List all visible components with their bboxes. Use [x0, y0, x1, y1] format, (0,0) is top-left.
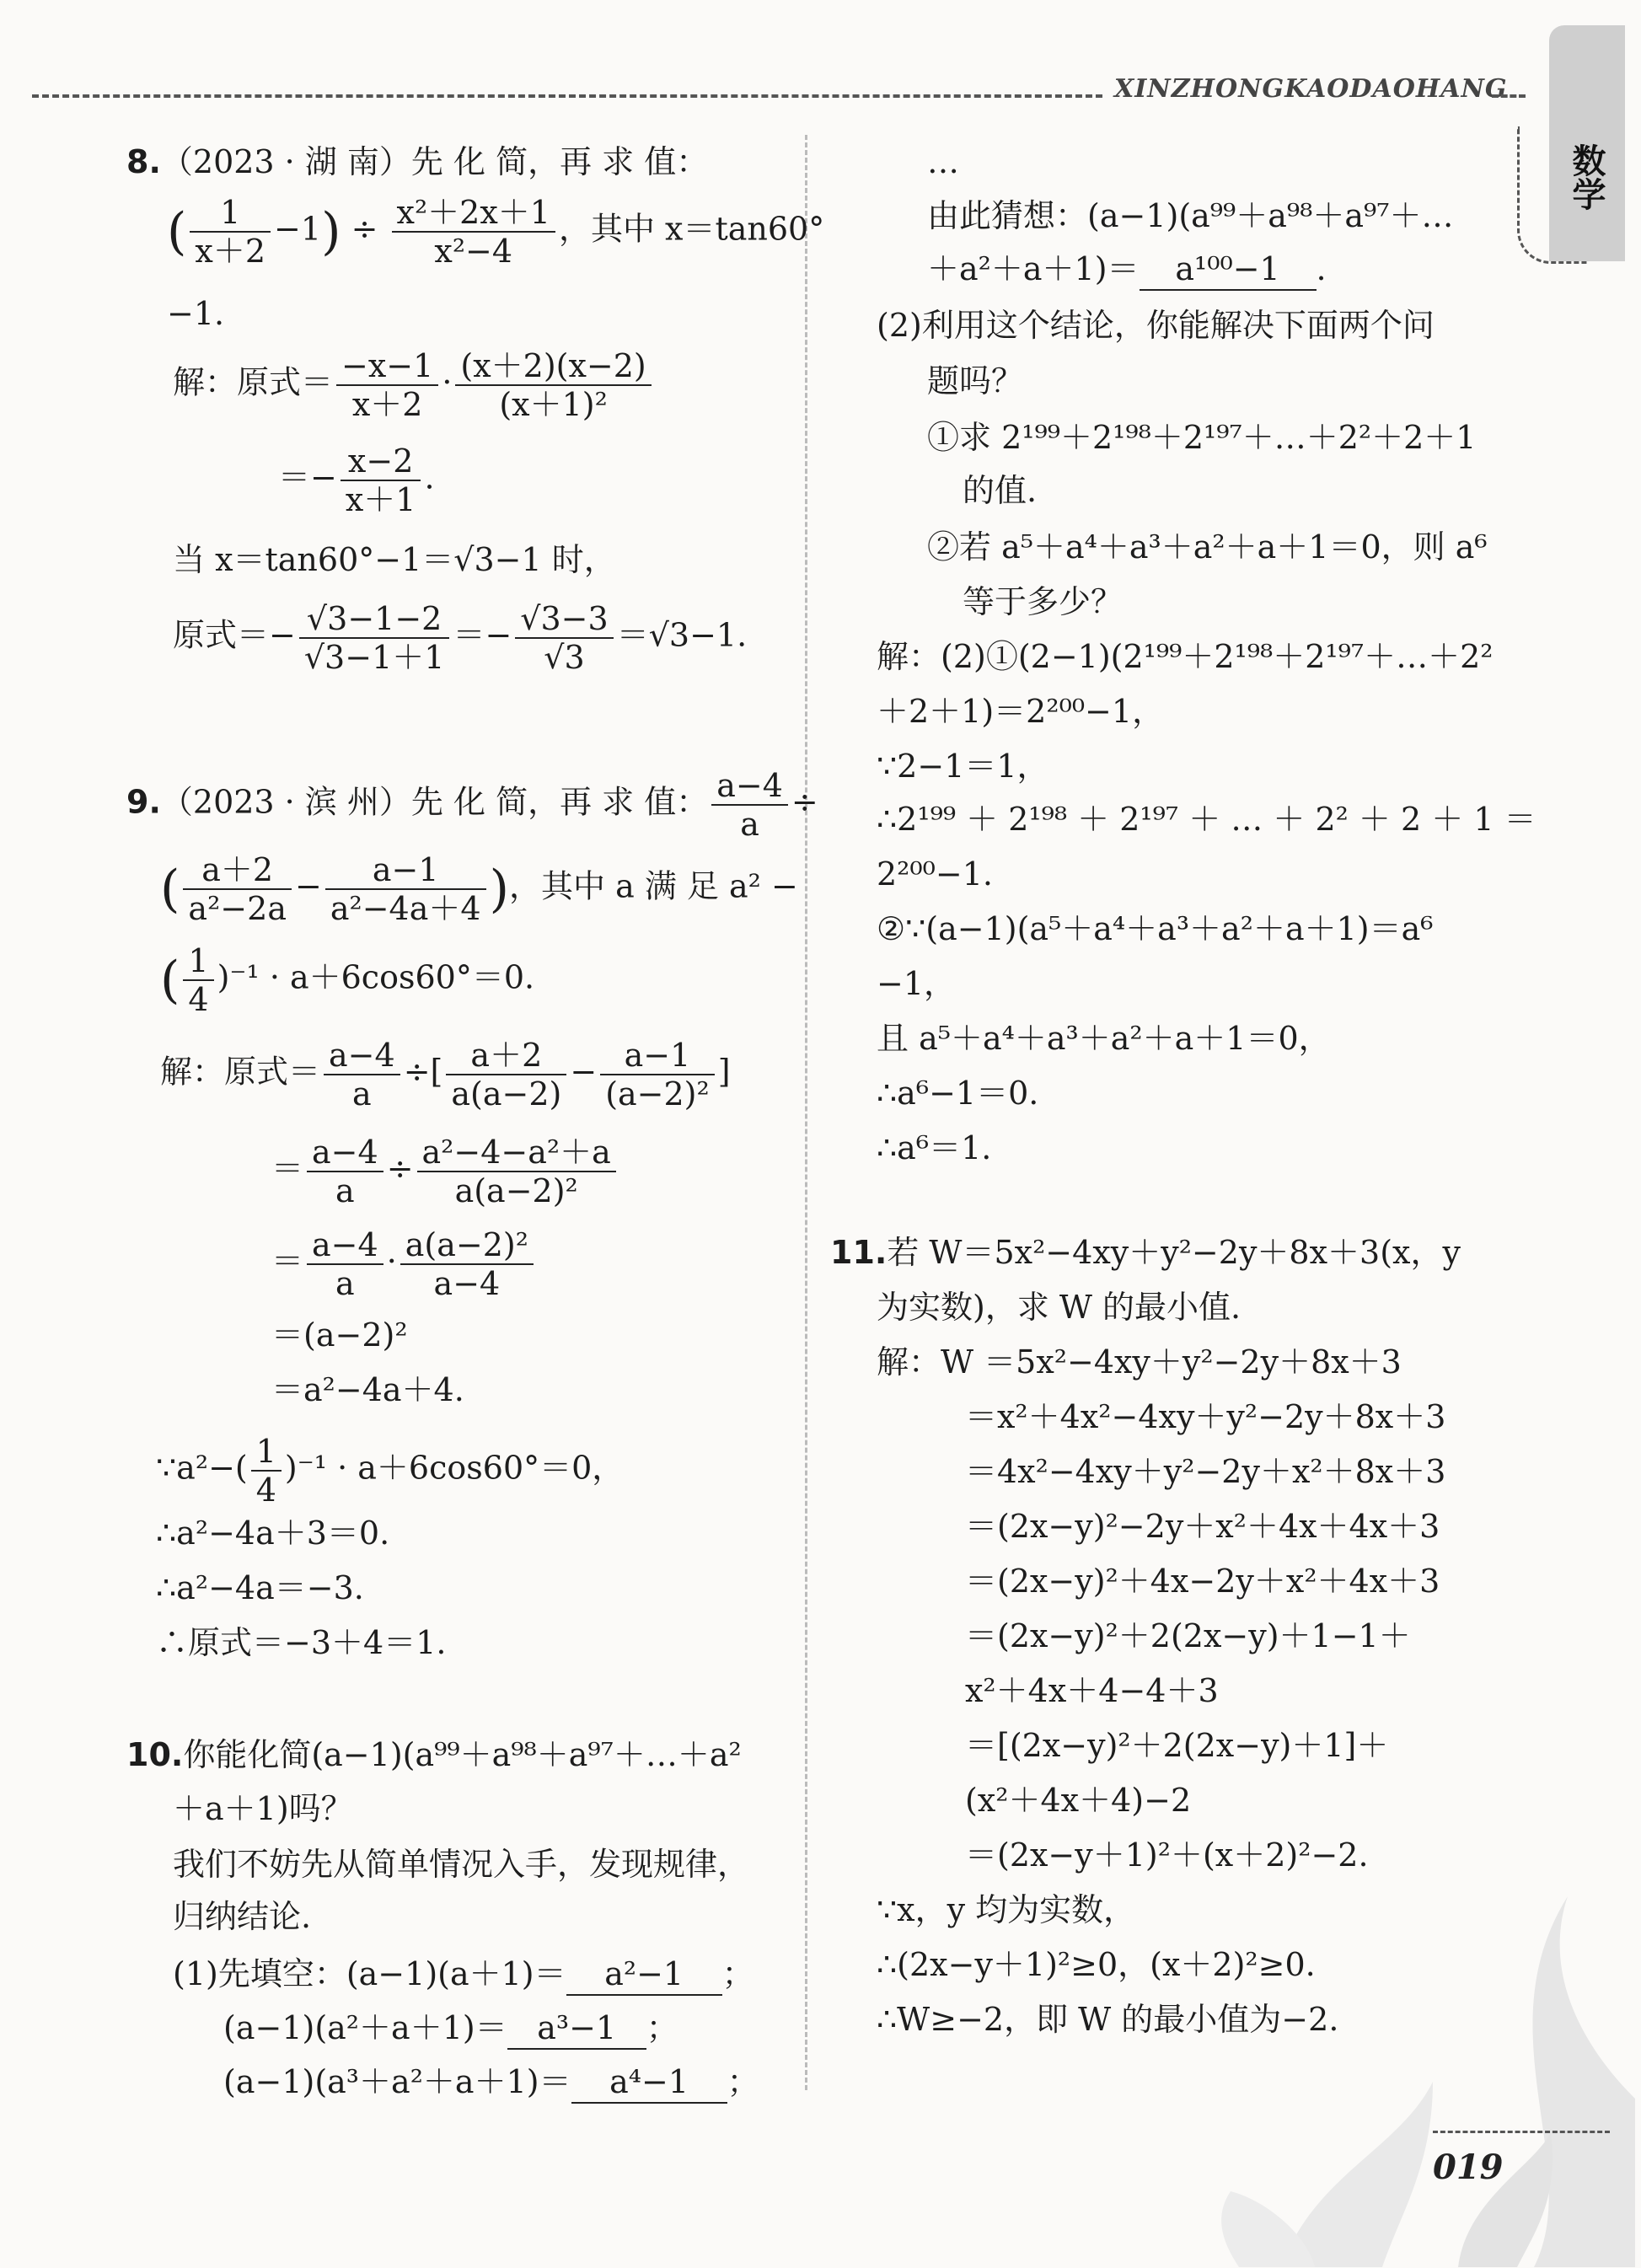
- q11-sol-line12: ∴(2x−y＋1)²≥0，(x＋2)²≥0.: [877, 1946, 1316, 1983]
- subject-tab-label: 数学: [1567, 143, 1606, 211]
- q8-frac-1: $\frac{1}{x+2}$: [190, 194, 271, 270]
- q10-part2-line4: 的值.: [963, 472, 1038, 509]
- q10-stem-line2: ＋a＋1)吗？: [173, 1790, 353, 1827]
- q10-fill-line3: (a−1)(a³＋a²＋a＋1)＝ a⁴−1 ；: [223, 2062, 759, 2104]
- header-rule-end: [1492, 94, 1526, 98]
- q10-part2-line1: (2)利用这个结论，你能解决下面两个问: [877, 307, 1435, 344]
- q9-stem-line2: ( $\frac{a+2}{\text{a²−2a}}$ − $\frac{a-1}{\text{a²−4a＋4}}$ )，其中 a 满 足 a² −: [160, 851, 798, 927]
- q11-sol-line8: ＝[(2x−y)²＋2(2x−y)＋1]＋: [965, 1727, 1389, 1764]
- q11-stem-line1: 11.若 W＝5x²−4xy＋y²−2y＋8x＋3(x，y: [830, 1234, 1461, 1271]
- q10-blank-2: a³−1: [507, 2008, 646, 2050]
- q10-sol-line8: 且 a⁵＋a⁴＋a³＋a²＋a＋1＝0，: [877, 1020, 1331, 1057]
- running-title: XINZHONGKAODAOHANG: [1114, 74, 1508, 104]
- header-rule: [32, 94, 1102, 98]
- q8-solution-line1: 解：原式＝ $\frac{-x-1}{x+2}$ · $\frac{(x+2)(x-2)}{\text{(x＋1)²}}$: [173, 347, 655, 423]
- q10-guess-blank: a¹⁰⁰−1: [1140, 249, 1317, 291]
- page-number: 019: [1433, 2147, 1504, 2187]
- q9-solution-line3: ＝ $\frac{a-4}{a}$ · $\frac{\text{a(a−2)²}}{a-4}$: [271, 1226, 537, 1302]
- q8-frac-2: $\frac{\text{x²＋2x＋1}}{\text{x²−4}}$: [392, 194, 555, 270]
- q9-stem-line1: 9.（2023 · 滨 州）先 化 简，再 求 值： $\frac{a-4}{a}$ ÷: [126, 767, 818, 843]
- q11-sol-line3: ＝4x²−4xy＋y²−2y＋x²＋8x＋3: [965, 1453, 1446, 1490]
- q11-number: 11.: [830, 1234, 888, 1271]
- q9-solution-line6: ∵a²−( $\frac{1}{4}$ )⁻¹ · a＋6cos60°＝0，: [156, 1433, 625, 1509]
- q8-solution-line4: 原式＝− $\frac{√3-1-2}{√3-1+1}$ ＝− $\frac{√3-3}{√3}$ ＝√3−1.: [173, 600, 748, 676]
- q8-stem-line3: −1.: [167, 295, 225, 332]
- q8-solution-line2: ＝− $\frac{x-2}{x+1}$ .: [278, 442, 435, 518]
- q10-part2-line6: 等于多少？: [963, 583, 1123, 620]
- q10-dots: …: [927, 143, 959, 180]
- q10-stem-line4: 归纳结论.: [173, 1898, 312, 1935]
- q11-sol-line4: ＝(2x−y)²−2y＋x²＋4x＋4x＋3: [965, 1508, 1440, 1545]
- q9-solution-line9: ∴原式＝−3＋4＝1.: [156, 1624, 447, 1661]
- q10-part2-line3: ①求 2¹⁹⁹＋2¹⁹⁸＋2¹⁹⁷＋…＋2²＋2＋1: [927, 419, 1477, 456]
- q11-sol-line7: x²＋4x＋4−4＋3: [965, 1672, 1219, 1709]
- q9-solution-line2: ＝ $\frac{a-4}{a}$ ÷ $\frac{\text{a²−4−a²＋a}}{\text{a(a−2)²}}$: [271, 1134, 619, 1209]
- q11-sol-line5: ＝(2x−y)²＋4x−2y＋x²＋4x＋3: [965, 1563, 1440, 1600]
- q10-sol-line1: 解：(2)①(2−1)(2¹⁹⁹＋2¹⁹⁸＋2¹⁹⁷＋…＋2²: [877, 638, 1494, 675]
- q11-sol-line2: ＝x²＋4x²−4xy＋y²−2y＋8x＋3: [965, 1398, 1446, 1435]
- q9-solution-line8: ∴a²−4a＝−3.: [156, 1569, 364, 1606]
- q9-number: 9.: [126, 783, 161, 821]
- q10-sol-line3: ∵2−1＝1，: [877, 748, 1049, 785]
- q8-stem-line2: ( $\frac{1}{x+2}$ −1) ÷ $\frac{\text{x²＋2x＋1}}{\text{x²−4}}$ ，其中 x＝tan60°: [167, 194, 825, 270]
- q9-stem-line3: ( $\frac{1}{4}$ )⁻¹ · a＋6cos60°＝0.: [160, 942, 535, 1018]
- leaf-decoration: [1180, 1896, 1635, 2267]
- q10-stem-line3: 我们不妨先从简单情况入手，发现规律，: [173, 1846, 750, 1883]
- q11-sol-line1: 解：W ＝5x²−4xy＋y²−2y＋8x＋3: [877, 1343, 1402, 1381]
- q11-sol-line11: ∵x，y 均为实数，: [877, 1891, 1136, 1928]
- q10-sol-line4: ∴2¹⁹⁹ ＋ 2¹⁹⁸ ＋ 2¹⁹⁷ ＋ … ＋ 2² ＋ 2 ＋ 1 ＝: [877, 801, 1536, 838]
- q11-sol-line13: ∴W≥−2，即 W 的最小值为−2.: [877, 2001, 1339, 2038]
- q9-solution-line7: ∴a²−4a＋3＝0.: [156, 1515, 390, 1552]
- q9-solution-line5: ＝a²−4a＋4.: [271, 1371, 464, 1408]
- q11-sol-line6: ＝(2x−y)²＋2(2x−y)＋1−1＋: [965, 1617, 1411, 1654]
- q10-guess-line1: 由此猜想：(a−1)(a⁹⁹＋a⁹⁸＋a⁹⁷＋…: [927, 197, 1454, 234]
- q10-sol-line7: −1，: [877, 965, 957, 1002]
- q8-number: 8.: [126, 143, 161, 180]
- q10-part2-line5: ②若 a⁵＋a⁴＋a³＋a²＋a＋1＝0，则 a⁶: [927, 528, 1488, 566]
- q10-blank-3: a⁴−1: [571, 2062, 727, 2104]
- q10-guess-line2: ＋a²＋a＋1)＝ a¹⁰⁰−1 .: [927, 249, 1327, 291]
- q10-fill-line2: (a−1)(a²＋a＋1)＝ a³−1 ；: [223, 2008, 678, 2050]
- q8-solution-line3: 当 x＝tan60°−1＝√3−1 时，: [173, 541, 616, 578]
- q10-blank-1: a²−1: [566, 1954, 722, 1996]
- q9-solution-line1: 解：原式＝ $\frac{a-4}{a}$ ÷[ $\frac{a+2}{a(a-2)}$ − $\frac{a-1}{\text{(a−2)²}}$ ]: [160, 1037, 731, 1113]
- q10-number: 10.: [126, 1736, 184, 1773]
- q11-stem-line2: 为实数)，求 W 的最小值.: [877, 1289, 1241, 1326]
- q10-sol-line2: ＋2＋1)＝2²⁰⁰−1，: [877, 693, 1165, 730]
- q10-sol-line9: ∴a⁶−1＝0.: [877, 1075, 1039, 1112]
- q11-sol-line10: ＝(2x−y＋1)²＋(x＋2)²−2.: [965, 1836, 1369, 1874]
- q10-sol-line10: ∴a⁶＝1.: [877, 1129, 992, 1166]
- q10-part2-line2: 题吗？: [927, 362, 1024, 399]
- q8-stem-line1: 8.（2023 · 湖 南）先 化 简，再 求 值：: [126, 143, 709, 180]
- q11-sol-line9: (x²＋4x＋4)−2: [965, 1782, 1192, 1819]
- q10-fill-line1: (1)先填空：(a−1)(a＋1)＝ a²−1 ；: [173, 1954, 754, 1996]
- q10-sol-line6: ②∵(a−1)(a⁵＋a⁴＋a³＋a²＋a＋1)＝a⁶: [877, 910, 1434, 947]
- footer-rule: [1433, 2131, 1610, 2133]
- column-divider: [805, 135, 807, 2090]
- q10-sol-line5: 2²⁰⁰−1.: [877, 855, 993, 893]
- q10-stem-line1: 10.你能化简(a−1)(a⁹⁹＋a⁹⁸＋a⁹⁷＋…＋a²: [126, 1736, 742, 1773]
- q9-solution-line4: ＝(a−2)²: [271, 1316, 408, 1354]
